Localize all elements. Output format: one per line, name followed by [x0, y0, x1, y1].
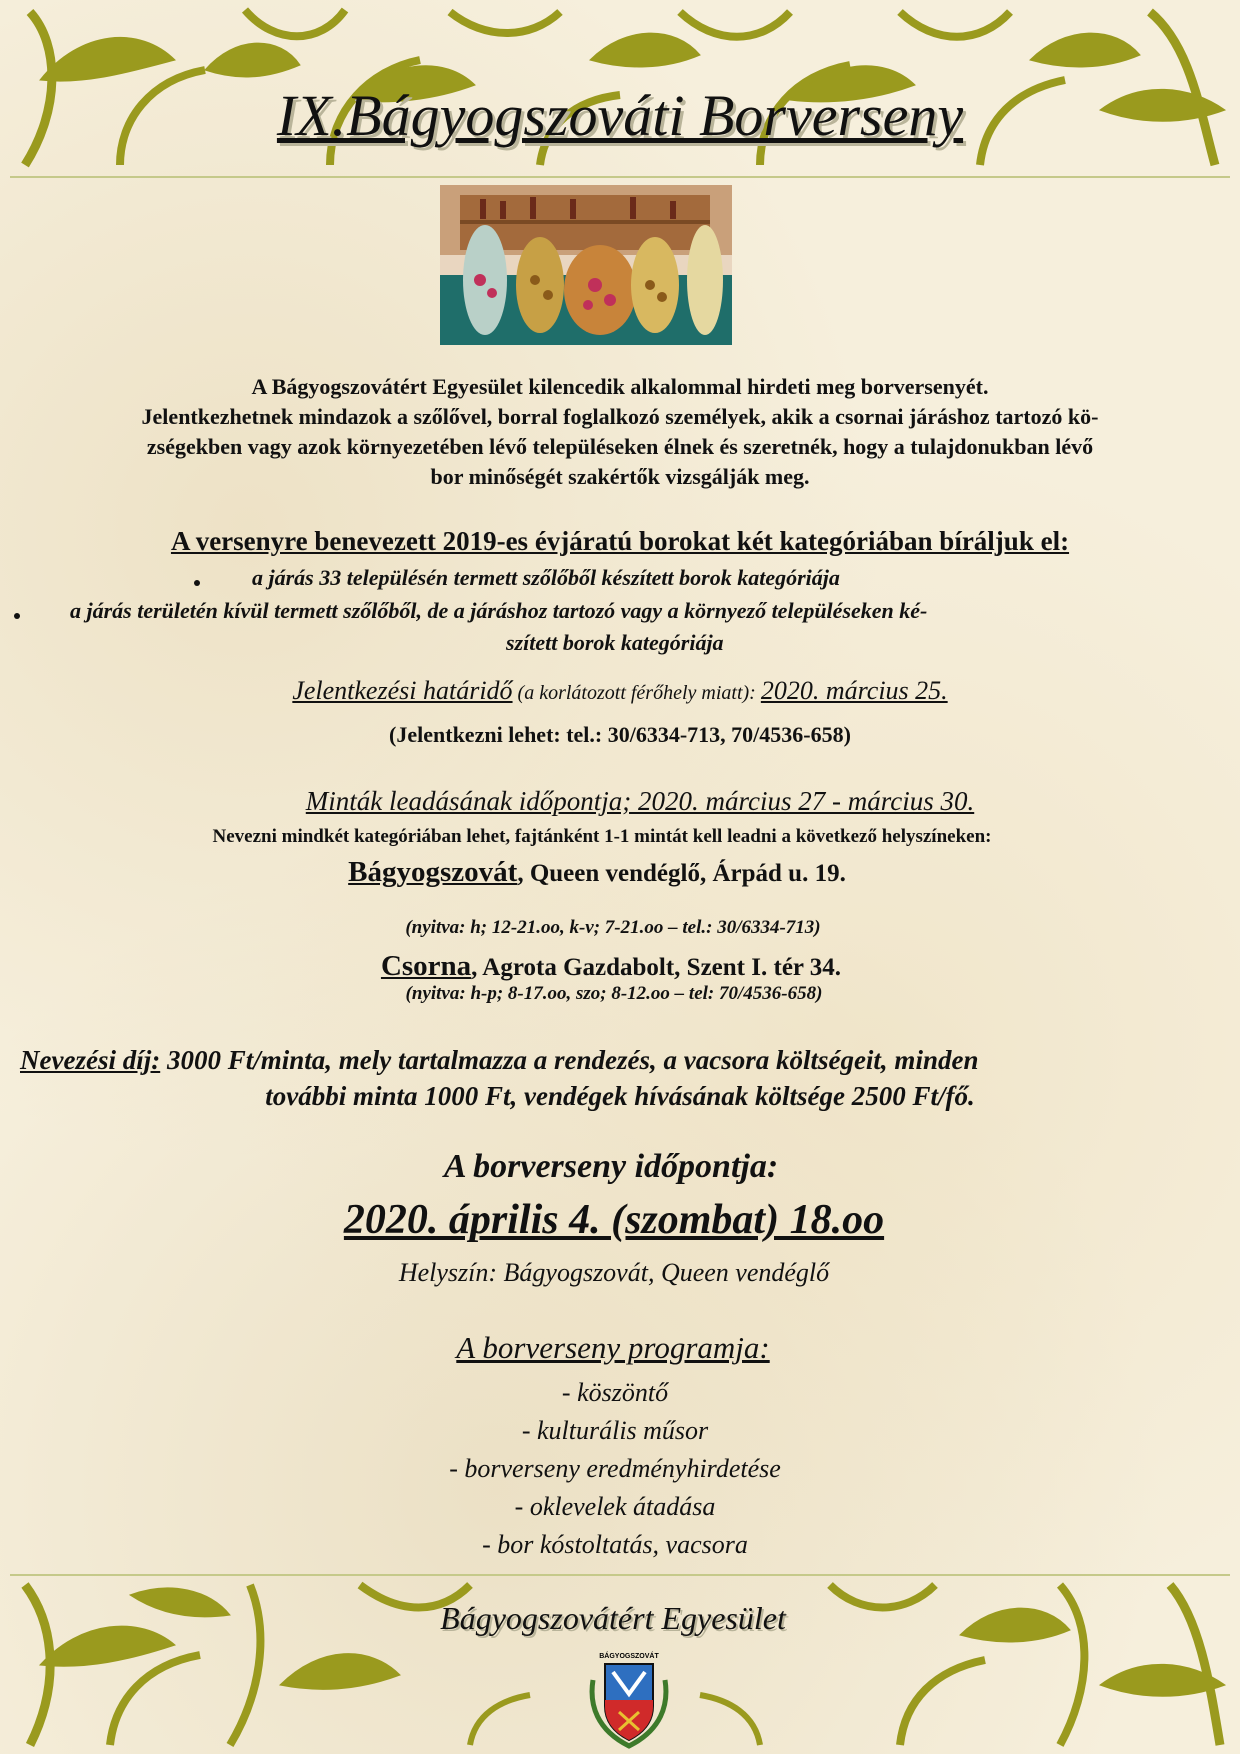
bullet-dot — [194, 580, 200, 586]
location-2-address: , Agrota Gazdabolt, Szent I. tér 34. — [471, 954, 842, 981]
border-rule-top — [10, 176, 1230, 178]
samples-deadline: Minták leadásának időpontja; 2020. március 27 - március 30. — [305, 786, 975, 816]
crest-label: BÁGYOGSZOVÁT — [599, 1653, 659, 1660]
program-item: - borverseny eredményhirdetése — [449, 1454, 781, 1483]
decorated-wine-bottles-photo — [440, 185, 732, 345]
program-heading: A borverseny programja: — [456, 1330, 770, 1365]
village-coat-of-arms-icon — [585, 1650, 673, 1750]
program-item: - oklevelek átadása — [514, 1492, 716, 1521]
event-heading: A borverseny időpontja: — [443, 1148, 779, 1185]
program-item: - kulturális műsor — [521, 1416, 709, 1445]
location-2-hours: (nyitva: h-p; 8-17.oo, szo; 8-12.oo – tel: 70/4536-658) — [405, 983, 823, 1004]
organizer-name: Bágyogszovátért Egyesület — [440, 1600, 786, 1636]
deadline-date: 2020. március 25. — [760, 676, 948, 705]
program-list — [0, 1374, 1235, 1564]
intro-line: A Bágyogszovátért Egyesület kilencedik alkalommal hirdeti meg borversenyét. — [251, 374, 989, 399]
location-2-town: Csorna — [380, 950, 472, 982]
intro-line: zségekben vagy azok környezetében lévő településeken élnek és szeretnék, hogy a tulajdonukban lévő — [146, 434, 1094, 459]
location-1 — [0, 856, 1217, 889]
location-1-hours: (nyitva: h; 12-21.oo, k-v; 7-21.oo – tel.: 30/6334-713) — [405, 917, 821, 938]
deadline-line — [0, 676, 1240, 706]
program-item: - köszöntő — [561, 1378, 669, 1407]
phone-numbers: (Jelentkezni lehet: tel.: 30/6334-713, 70/4536-658) — [389, 722, 851, 747]
entry-fee-label: Nevezési díj: — [20, 1045, 161, 1075]
event-place: Helyszín: Bágyogszovát, Queen vendéglő — [398, 1258, 830, 1287]
category-item-1: a járás 33 településén termett szőlőből készített borok kategóriája — [252, 565, 840, 590]
category-item-2-line-2: szített borok kategóriája — [506, 630, 724, 655]
bullet-dot — [14, 613, 20, 619]
entry-fee — [20, 1042, 1220, 1114]
category-item-2-line-1: a járás területén kívül termett szőlőből, de a járáshoz tartozó vagy a környező településeken ké- — [70, 598, 928, 623]
entry-fee-line-1: 3000 Ft/minta, mely tartalmazza a rendezés, a vacsora költségeit, minden — [160, 1045, 979, 1075]
poster-title: IX.Bágyogszováti Borverseny — [276, 83, 964, 148]
entry-instructions: Nevezni mindkét kategóriában lehet, fajtánként 1-1 mintát kell leadni a következő helyszíneken: — [212, 826, 992, 847]
location-1-town: Bágyogszovát — [348, 856, 518, 888]
intro-line: bor minőségét szakértők vizsgálják meg. — [430, 464, 810, 489]
deadline-note: (a korlátozott férőhely miatt): — [512, 682, 761, 704]
intro-paragraph — [0, 372, 1240, 492]
event-date: 2020. április 4. (szombat) 18.oo — [343, 1197, 885, 1243]
program-item: - bor kóstoltatás, vacsora — [482, 1530, 748, 1559]
intro-line: Jelentkezhetnek mindazok a szőlővel, borral foglalkozó személyek, akik a csornai járáshoz tartozó kö- — [141, 404, 1099, 429]
location-1-address: , Queen vendéglő, Árpád u. 19. — [517, 860, 846, 887]
deadline-label: Jelentkezési határidő — [292, 676, 513, 705]
entry-fee-line-2: további minta 1000 Ft, vendégek hívásának költsége 2500 Ft/fő. — [265, 1081, 975, 1111]
location-2 — [0, 950, 1231, 983]
categories-heading: A versenyre benevezett 2019-es évjáratú borokat két kategóriában bíráljuk el: — [170, 526, 1070, 556]
